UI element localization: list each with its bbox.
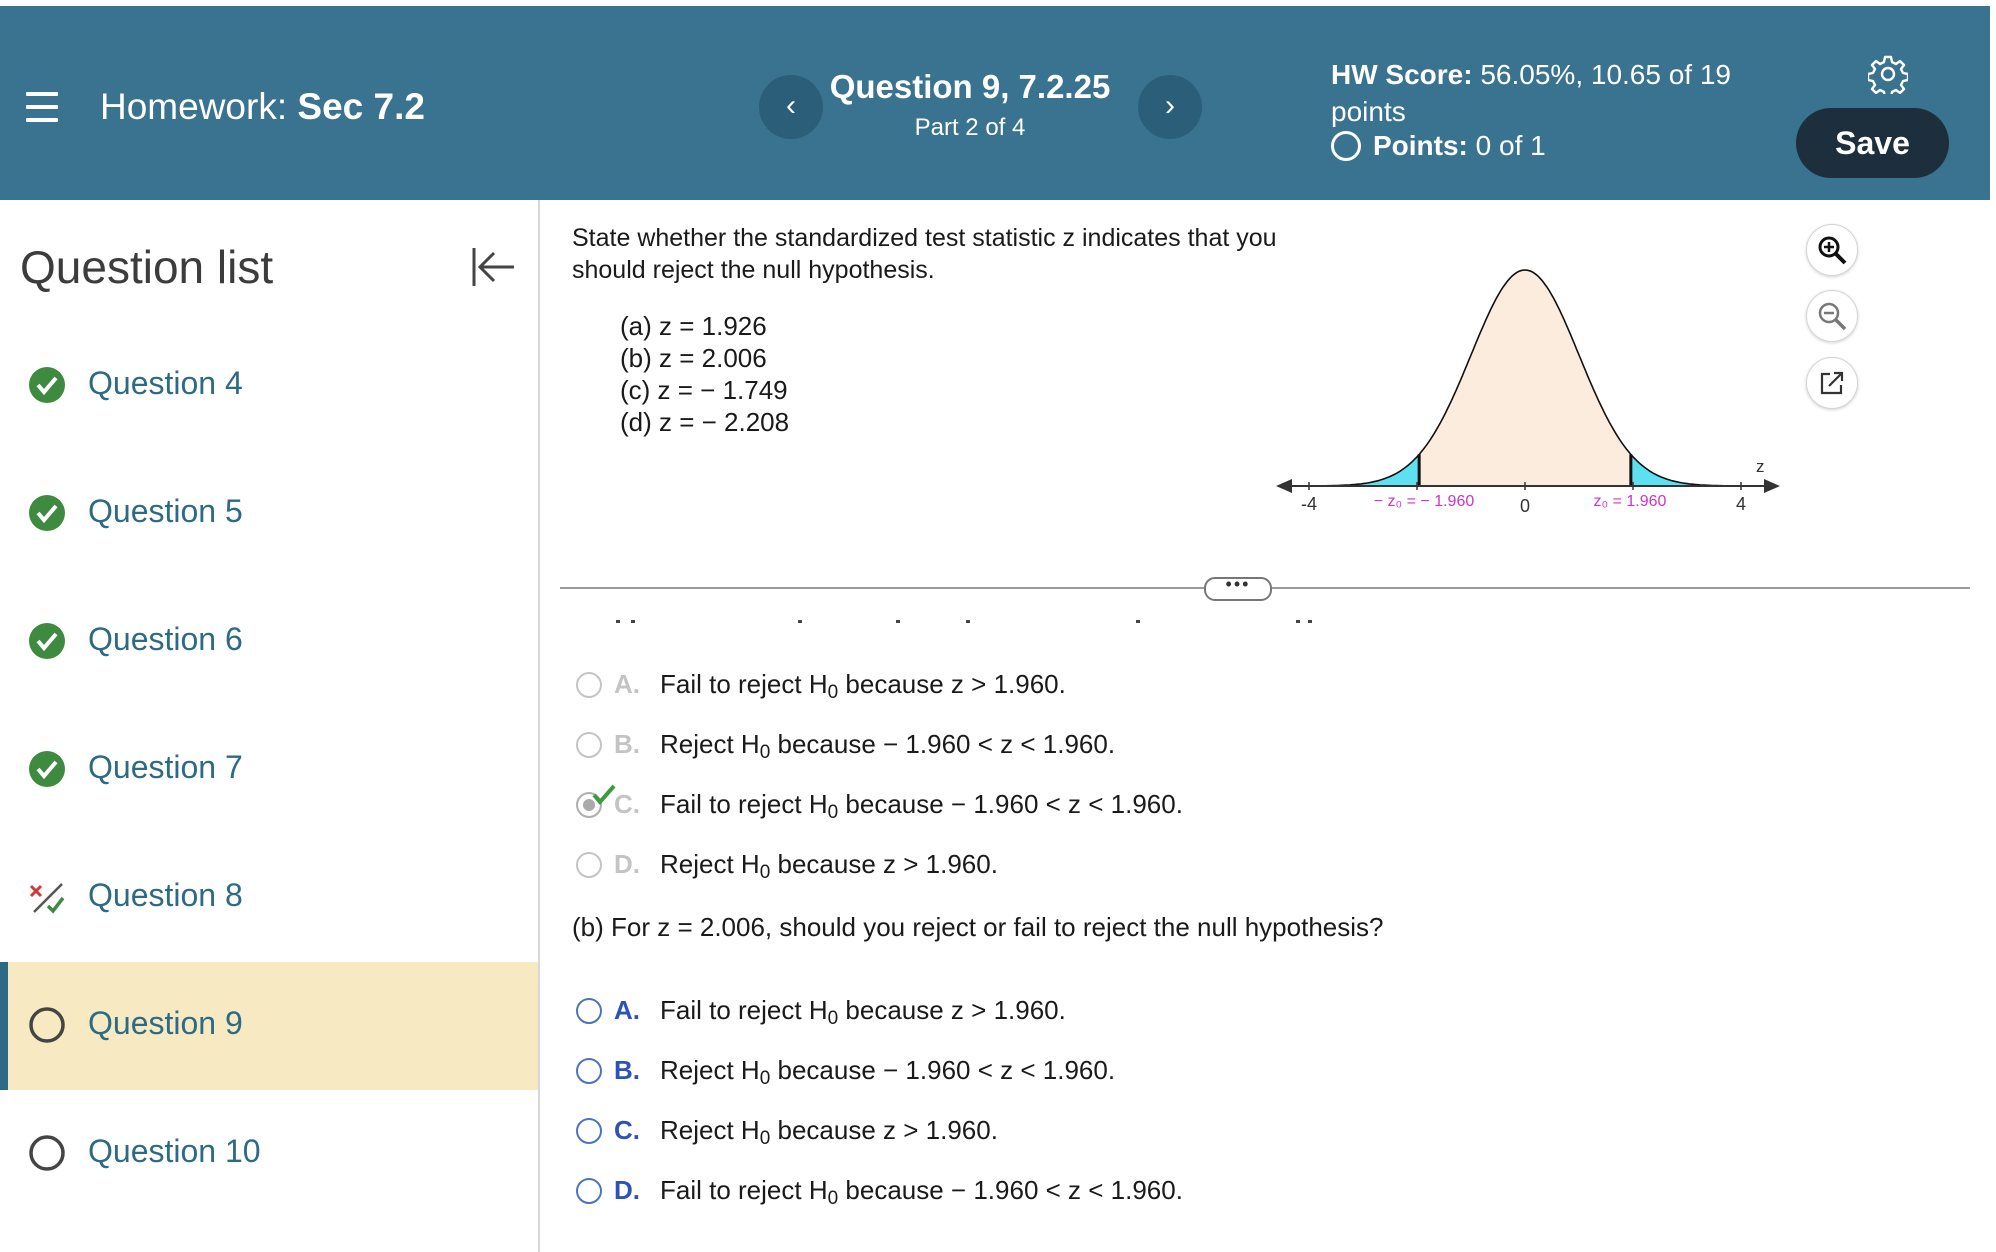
hw-score-label: HW Score: bbox=[1331, 59, 1473, 90]
right-critical-label: z₀ = 1.960 bbox=[1593, 493, 1667, 510]
axis-label: z bbox=[1756, 457, 1765, 476]
question-list-item-9[interactable] bbox=[0, 962, 538, 1090]
next-question-button[interactable]: › bbox=[1138, 75, 1202, 139]
normal-curve-graph bbox=[1270, 250, 1790, 520]
expand-handle-button[interactable]: ••• bbox=[1204, 577, 1272, 601]
option-text: Reject $H_0$ because z > 1.960. bbox=[660, 1115, 998, 1149]
question-item-label: Question 5 bbox=[88, 493, 243, 529]
option-letter: D. bbox=[614, 1175, 640, 1205]
curve-fill bbox=[1419, 270, 1631, 486]
option-text: Reject $H_0$ because − 1.960 < z < 1.960. bbox=[660, 1055, 1116, 1089]
radio-button bbox=[576, 852, 602, 878]
question-part: Part 2 of 4 bbox=[914, 114, 1026, 141]
question-list-item-6[interactable] bbox=[0, 578, 538, 706]
part-b-question: (b) For z = 2.006, should you reject or fail to reject the null hypothesis? bbox=[572, 912, 1384, 942]
clipped-text-fragment bbox=[576, 620, 1456, 628]
external-link-icon bbox=[1816, 367, 1848, 399]
hw-score-value: 56.05%, 10.65 of 19 points bbox=[1331, 59, 1732, 127]
question-item-label: Question 9 bbox=[88, 1005, 243, 1041]
radio-button[interactable] bbox=[576, 1058, 602, 1084]
option-text: Fail to reject $H_0$ because − 1.960 < z < 1.960. bbox=[660, 1175, 1183, 1209]
option-letter: A. bbox=[614, 995, 640, 1025]
option-letter: C. bbox=[614, 789, 640, 819]
question-list-item-10[interactable] bbox=[0, 1090, 538, 1218]
question-list-sidebar bbox=[0, 200, 540, 1252]
option-text: Reject $H_0$ because − 1.960 < z < 1.960. bbox=[660, 729, 1116, 763]
checkmark-circle-icon bbox=[28, 750, 66, 788]
option-letter: D. bbox=[614, 849, 640, 879]
hw-score bbox=[1331, 56, 1791, 130]
radio-button bbox=[576, 732, 602, 758]
zoom-in-icon bbox=[1816, 234, 1848, 266]
option-text: Fail to reject $H_0$ because − 1.960 < z < 1.960. bbox=[660, 789, 1183, 823]
radio-button[interactable] bbox=[576, 998, 602, 1024]
homework-prefix: Homework: bbox=[100, 86, 288, 127]
test-statistic-list bbox=[620, 310, 789, 438]
option-text: Fail to reject $H_0$ because z > 1.960. bbox=[660, 995, 1066, 1029]
question-list-item-8[interactable] bbox=[0, 834, 538, 962]
option-text: Fail to reject $H_0$ because z > 1.960. bbox=[660, 669, 1066, 703]
zoom-in-button[interactable] bbox=[1806, 224, 1858, 276]
popout-button[interactable] bbox=[1806, 357, 1858, 409]
tick-label-max: 4 bbox=[1735, 494, 1747, 514]
unanswered-circle-icon bbox=[28, 1006, 66, 1044]
collapse-sidebar-icon[interactable] bbox=[468, 242, 518, 292]
points-label: Points: bbox=[1373, 130, 1468, 161]
partial-credit-icon bbox=[28, 878, 66, 916]
gear-icon[interactable] bbox=[1868, 54, 1908, 94]
checkmark-circle-icon bbox=[28, 622, 66, 660]
question-item-label: Question 8 bbox=[88, 877, 243, 913]
axis-left-arrow bbox=[1276, 479, 1292, 493]
unanswered-circle-icon bbox=[28, 1134, 66, 1172]
option-letter: A. bbox=[614, 669, 640, 699]
option-letter: C. bbox=[614, 1115, 640, 1145]
radio-button[interactable] bbox=[576, 1178, 602, 1204]
question-list-item-5[interactable] bbox=[0, 450, 538, 578]
question-item-label: Question 10 bbox=[88, 1133, 261, 1169]
zoom-out-icon bbox=[1816, 300, 1848, 332]
save-button[interactable]: Save bbox=[1796, 108, 1949, 178]
checkmark-circle-icon bbox=[28, 494, 66, 532]
zoom-out-button[interactable] bbox=[1806, 290, 1858, 342]
question-list-item-7[interactable] bbox=[0, 706, 538, 834]
points bbox=[1331, 130, 1546, 162]
checkmark-circle-icon bbox=[28, 366, 66, 404]
tick-label-zero: 0 bbox=[1519, 496, 1531, 516]
option-letter: B. bbox=[614, 1055, 640, 1085]
question-item-label: Question 4 bbox=[88, 365, 243, 401]
homework-section: Sec 7.2 bbox=[297, 86, 425, 127]
radio-button bbox=[576, 672, 602, 698]
test-statistic-c: (c) z = − 1.749 bbox=[620, 375, 788, 405]
question-list-title: Question list bbox=[20, 241, 274, 293]
question-list-item-4[interactable] bbox=[0, 322, 538, 450]
axis-right-arrow bbox=[1764, 479, 1780, 493]
top-bar bbox=[0, 6, 1990, 200]
question-item-label: Question 6 bbox=[88, 621, 243, 657]
option-text: Reject $H_0$ because z > 1.960. bbox=[660, 849, 998, 883]
menu-icon[interactable] bbox=[26, 92, 58, 122]
points-value: 0 of 1 bbox=[1475, 130, 1546, 161]
question-item-label: Question 7 bbox=[88, 749, 243, 785]
points-status-icon bbox=[1331, 131, 1361, 161]
option-letter: B. bbox=[614, 729, 640, 759]
radio-button[interactable] bbox=[576, 1118, 602, 1144]
homework-title bbox=[100, 86, 425, 128]
previous-question-button[interactable]: ‹ bbox=[759, 75, 823, 139]
question-title: Question 9, 7.2.25 bbox=[829, 68, 1111, 105]
test-statistic-b: (b) z = 2.006 bbox=[620, 343, 767, 373]
question-content bbox=[540, 200, 1990, 1252]
tick-label-min: -4 bbox=[1300, 494, 1318, 514]
left-critical-label: − z₀ = − 1.960 bbox=[1373, 493, 1475, 510]
question-prompt: State whether the standardized test statistic z indicates that you should reject the null hypothesis. bbox=[572, 224, 1277, 284]
test-statistic-a: (a) z = 1.926 bbox=[620, 311, 767, 341]
test-statistic-d: (d) z = − 2.208 bbox=[620, 407, 790, 437]
